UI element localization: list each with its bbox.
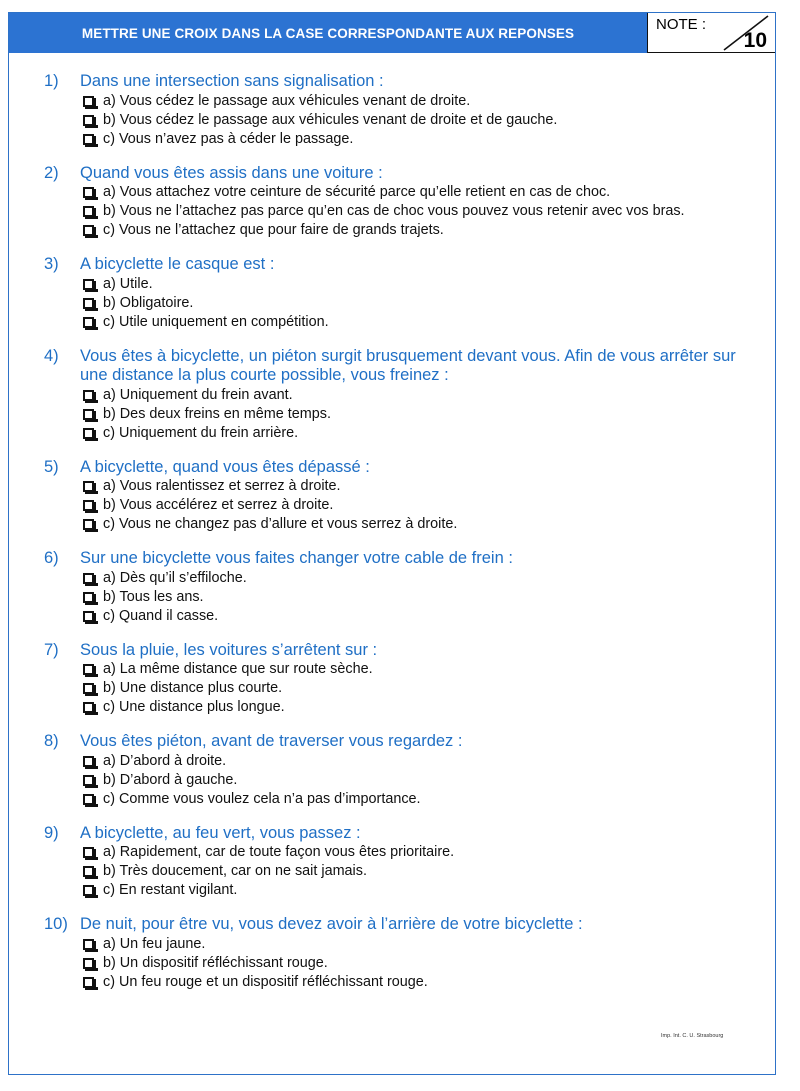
answer-option[interactable] [44, 313, 744, 332]
answer-option[interactable] [44, 111, 744, 130]
answer-option[interactable] [44, 496, 744, 515]
checkbox-icon[interactable] [83, 977, 94, 988]
question-text: A bicyclette, au feu vert, vous passez : [80, 823, 361, 842]
printer-imprint: Imp. Int. C. U. Strasbourg [661, 1033, 724, 1039]
answer-label: b) D’abord à gauche. [103, 771, 238, 788]
answer-label: a) Rapidement, car de toute façon vous êtes prioritaire. [103, 844, 455, 860]
checkbox-icon[interactable] [83, 225, 94, 236]
answer-option[interactable] [44, 752, 744, 771]
answer-label: b) Des deux freins en même temps. [103, 405, 331, 422]
answer-option[interactable] [44, 569, 744, 588]
answer-label: b) Un dispositif réfléchissant rouge. [103, 954, 328, 971]
question-5 [44, 458, 744, 535]
answer-label: a) Un feu jaune. [103, 935, 206, 952]
checkbox-icon[interactable] [83, 866, 94, 877]
question-10 [44, 915, 744, 992]
answer-option[interactable] [44, 790, 744, 809]
answer-option[interactable] [44, 202, 744, 221]
question-heading [44, 824, 744, 844]
checkbox-icon[interactable] [83, 775, 94, 786]
checkbox-icon[interactable] [83, 756, 94, 767]
question-heading [44, 164, 744, 184]
question-number: 2) [44, 163, 59, 182]
question-heading [44, 458, 744, 478]
answer-option[interactable] [44, 221, 744, 240]
instruction-text: METTRE UNE CROIX DANS LA CASE CORRESPONDANTE AUX REPONSES [81, 25, 575, 41]
answer-label: a) Uniquement du frein avant. [103, 386, 293, 403]
question-9 [44, 824, 744, 901]
answer-option[interactable] [44, 843, 744, 862]
checkbox-icon[interactable] [83, 409, 94, 420]
answer-label: a) Dès qu’il s’effiloche. [103, 569, 247, 586]
answer-option[interactable] [44, 294, 744, 313]
answer-label: c) Utile uniquement en compétition. [103, 313, 329, 330]
answer-label: a) D’abord à droite. [103, 752, 227, 769]
question-text: Quand vous êtes assis dans une voiture : [80, 163, 383, 182]
checkbox-icon[interactable] [83, 317, 94, 328]
checkbox-icon[interactable] [83, 390, 94, 401]
question-text: Sur une bicyclette vous faites changer votre cable de frein : [80, 549, 513, 567]
question-text: A bicyclette, quand vous êtes dépassé : [80, 457, 370, 476]
answer-option[interactable] [44, 881, 744, 900]
answer-option[interactable] [44, 92, 744, 111]
question-text: A bicyclette le casque est : [80, 255, 275, 273]
question-text: Vous êtes piéton, avant de traverser vous regardez : [80, 732, 463, 750]
answer-option[interactable] [44, 477, 744, 496]
question-number: 1) [44, 72, 59, 90]
answer-label: c) Un feu rouge et un dispositif réfléchissant rouge. [103, 973, 428, 990]
answer-option[interactable] [44, 424, 744, 443]
checkbox-icon[interactable] [83, 500, 94, 511]
checkbox-icon[interactable] [83, 885, 94, 896]
question-heading [44, 732, 744, 752]
answer-option[interactable] [44, 660, 744, 679]
question-number: 8) [44, 732, 59, 750]
checkbox-icon[interactable] [83, 134, 94, 145]
checkbox-icon[interactable] [83, 611, 94, 622]
answer-label: b) Vous ne l’attachez pas parce qu’en cas de choc vous pouvez vous retenir avec vos bras. [103, 203, 685, 219]
answer-option[interactable] [44, 515, 744, 534]
question-number: 7) [44, 640, 59, 659]
answer-option[interactable] [44, 973, 744, 992]
question-1 [44, 72, 744, 149]
checkbox-icon[interactable] [83, 206, 94, 217]
question-2 [44, 164, 744, 241]
question-number: 10) [44, 915, 68, 933]
question-number: 6) [44, 549, 59, 567]
checkbox-icon[interactable] [83, 279, 94, 290]
checkbox-icon[interactable] [83, 702, 94, 713]
checkbox-icon[interactable] [83, 519, 94, 530]
answer-option[interactable] [44, 275, 744, 294]
checkbox-icon[interactable] [83, 428, 94, 439]
answer-label: a) Utile. [103, 275, 153, 292]
question-heading [44, 347, 744, 386]
answer-option[interactable] [44, 130, 744, 149]
answer-option[interactable] [44, 588, 744, 607]
answer-label: b) Très doucement, car on ne sait jamais. [103, 863, 367, 879]
question-heading [44, 915, 744, 935]
checkbox-icon[interactable] [83, 298, 94, 309]
answer-label: c) Quand il casse. [103, 607, 219, 624]
checkbox-icon[interactable] [83, 794, 94, 805]
question-4 [44, 347, 744, 443]
checkbox-icon[interactable] [83, 958, 94, 969]
answer-option[interactable] [44, 935, 744, 954]
answer-label: b) Obligatoire. [103, 294, 194, 311]
answer-option[interactable] [44, 405, 744, 424]
checkbox-icon[interactable] [83, 683, 94, 694]
answer-label: a) La même distance que sur route sèche. [103, 661, 373, 677]
checkbox-icon[interactable] [83, 664, 94, 675]
answer-option[interactable] [44, 607, 744, 626]
answer-option[interactable] [44, 183, 744, 202]
question-text: De nuit, pour être vu, vous devez avoir à l’arrière de votre bicyclette : [80, 915, 583, 933]
answer-label: b) Vous cédez le passage aux véhicules venant de droite et de gauche. [103, 111, 558, 128]
answer-option[interactable] [44, 386, 744, 405]
answer-option[interactable] [44, 698, 744, 717]
question-heading [44, 255, 744, 275]
answer-label: c) Vous ne l’attachez que pour faire de grands trajets. [103, 222, 444, 238]
answer-label: c) Uniquement du frein arrière. [103, 424, 299, 441]
answer-label: c) En restant vigilant. [103, 882, 238, 898]
answer-option[interactable] [44, 954, 744, 973]
answer-option[interactable] [44, 862, 744, 881]
checkbox-icon[interactable] [83, 187, 94, 198]
answer-label: c) Vous ne changez pas d’allure et vous serrez à droite. [103, 516, 458, 532]
checkbox-icon[interactable] [83, 96, 94, 107]
answer-label: a) Vous cédez le passage aux véhicules venant de droite. [103, 92, 471, 109]
note-label: NOTE : [656, 16, 707, 33]
question-number: 9) [44, 823, 59, 842]
answer-label: a) Vous attachez votre ceinture de sécurité parce qu’elle retient en cas de choc. [103, 184, 611, 200]
checkbox-icon[interactable] [83, 481, 94, 492]
checkbox-icon[interactable] [83, 847, 94, 858]
checkbox-icon[interactable] [83, 115, 94, 126]
question-list [44, 72, 744, 1007]
question-text: Sous la pluie, les voitures s’arrêtent sur : [80, 640, 378, 659]
question-heading [44, 641, 744, 661]
question-3 [44, 255, 744, 332]
answer-option[interactable] [44, 679, 744, 698]
answer-label: b) Tous les ans. [103, 588, 204, 605]
checkbox-icon[interactable] [83, 573, 94, 584]
question-heading [44, 72, 744, 92]
question-8 [44, 732, 744, 809]
question-number: 5) [44, 457, 59, 476]
question-text: Vous êtes à bicyclette, un piéton surgit brusquement devant vous. Afin de vous arrêter sur une distance la plus courte possible, vous freinez : [80, 346, 736, 384]
answer-label: b) Une distance plus courte. [103, 680, 283, 696]
question-text: Dans une intersection sans signalisation : [80, 72, 384, 90]
checkbox-icon[interactable] [83, 592, 94, 603]
question-7 [44, 641, 744, 718]
question-6 [44, 549, 744, 626]
answer-label: c) Vous n’avez pas à céder le passage. [103, 130, 354, 147]
instruction-banner [9, 13, 647, 53]
question-heading [44, 549, 744, 569]
checkbox-icon[interactable] [83, 939, 94, 950]
answer-label: b) Vous accélérez et serrez à droite. [103, 497, 334, 513]
score-box [647, 13, 775, 53]
score-total: 10 [743, 29, 767, 52]
question-number: 4) [44, 346, 59, 365]
answer-label: a) Vous ralentissez et serrez à droite. [103, 478, 341, 494]
question-number: 3) [44, 255, 59, 273]
answer-label: c) Comme vous voulez cela n’a pas d’importance. [103, 790, 421, 807]
answer-label: c) Une distance plus longue. [103, 699, 285, 715]
answer-option[interactable] [44, 771, 744, 790]
